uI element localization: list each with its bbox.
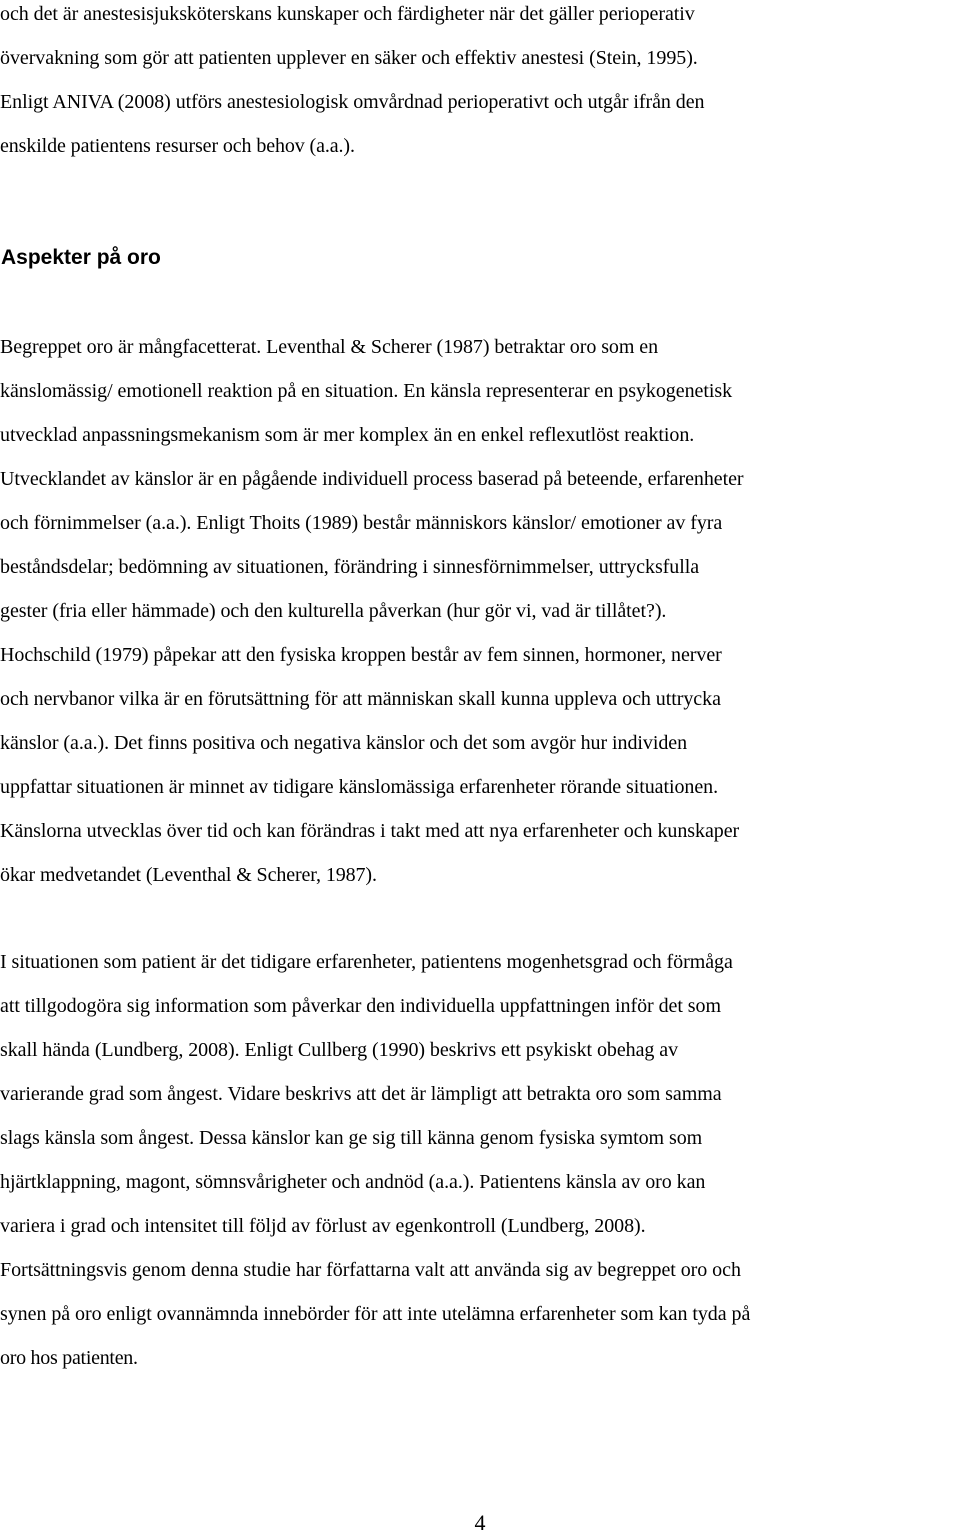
text-line: oro hos patienten.	[0, 1347, 138, 1369]
text-line: uppfattar situationen är minnet av tidigare känslomässiga erfarenheter rörande situationen.	[0, 776, 719, 798]
text-line: Hochschild (1979) påpekar att den fysiska kroppen består av fem sinnen, hormoner, nerver	[0, 644, 722, 666]
text-line: slags känsla som ångest. Dessa känslor kan ge sig till känna genom fysiska symtom som	[0, 1127, 703, 1149]
text-line: varierande grad som ångest. Vidare beskrivs att det är lämpligt att betrakta oro som samma	[0, 1083, 722, 1105]
text-line: och förnimmelser (a.a.). Enligt Thoits (1989) består människors känslor/ emotioner av fyra	[0, 512, 723, 534]
text-line: att tillgodogöra sig information som påverkar den individuella uppfattningen inför det som	[0, 995, 721, 1017]
text-line: enskilde patientens resurser och behov (a.a.).	[0, 135, 355, 157]
section-heading: Aspekter på oro	[1, 246, 161, 269]
paragraph-patient-situation	[0, 940, 960, 1380]
page-number: 4	[474, 1510, 486, 1535]
text-line: känslor (a.a.). Det finns positiva och negativa känslor och det som avgör hur individen	[0, 732, 688, 754]
text-line: Utvecklandet av känslor är en pågående individuell process baserad på beteende, erfarenheter	[0, 468, 744, 490]
text-line: och nervbanor vilka är en förutsättning för att människan skall kunna uppleva och uttrycka	[0, 688, 721, 710]
text-line: övervakning som gör att patienten upplever en säker och effektiv anestesi (Stein, 1995).	[0, 47, 698, 69]
text-line: känslomässig/ emotionell reaktion på en situation. En känsla representerar en psykogenetisk	[0, 380, 733, 402]
text-line: och det är anestesisjuksköterskans kunskaper och färdigheter när det gäller perioperativ	[0, 3, 695, 25]
text-line: Känslorna utvecklas över tid och kan förändras i takt med att nya erfarenheter och kunskaper	[0, 820, 740, 842]
text-line: skall hända (Lundberg, 2008). Enligt Cullberg (1990) beskrivs ett psykiskt obehag av	[0, 1039, 679, 1061]
text-line: Begreppet oro är mångfacetterat. Leventhal & Scherer (1987) betraktar oro som en	[0, 336, 659, 358]
text-line: utvecklad anpassningsmekanism som är mer komplex än en enkel reflexutlöst reaktion.	[0, 424, 695, 446]
text-line: beståndsdelar; bedömning av situationen, förändring i sinnesförnimmelser, uttrycksfulla	[0, 556, 700, 578]
text-line: variera i grad och intensitet till följd av förlust av egenkontroll (Lundberg, 2008).	[0, 1215, 646, 1237]
text-line: hjärtklappning, magont, sömnsvårigheter och andnöd (a.a.). Patientens känsla av oro kan	[0, 1171, 706, 1193]
text-line: I situationen som patient är det tidigare erfarenheter, patientens mogenhetsgrad och förmåga	[0, 951, 733, 973]
paragraph-intro	[0, 0, 960, 168]
text-line: Enligt ANIVA (2008) utförs anestesiologisk omvårdnad perioperativt och utgår ifrån den	[0, 91, 705, 113]
text-line: ökar medvetandet (Leventhal & Scherer, 1987).	[0, 864, 377, 886]
text-line: gester (fria eller hämmade) och den kulturella påverkan (hur gör vi, vad är tillåtet?).	[0, 600, 667, 622]
text-line: Fortsättningsvis genom denna studie har författarna valt att använda sig av begreppet oro och	[0, 1259, 741, 1281]
text-line: synen på oro enligt ovannämnda innebörder för att inte utelämna erfarenheter som kan tyda på	[0, 1303, 751, 1325]
paragraph-oro-definition	[0, 325, 960, 897]
